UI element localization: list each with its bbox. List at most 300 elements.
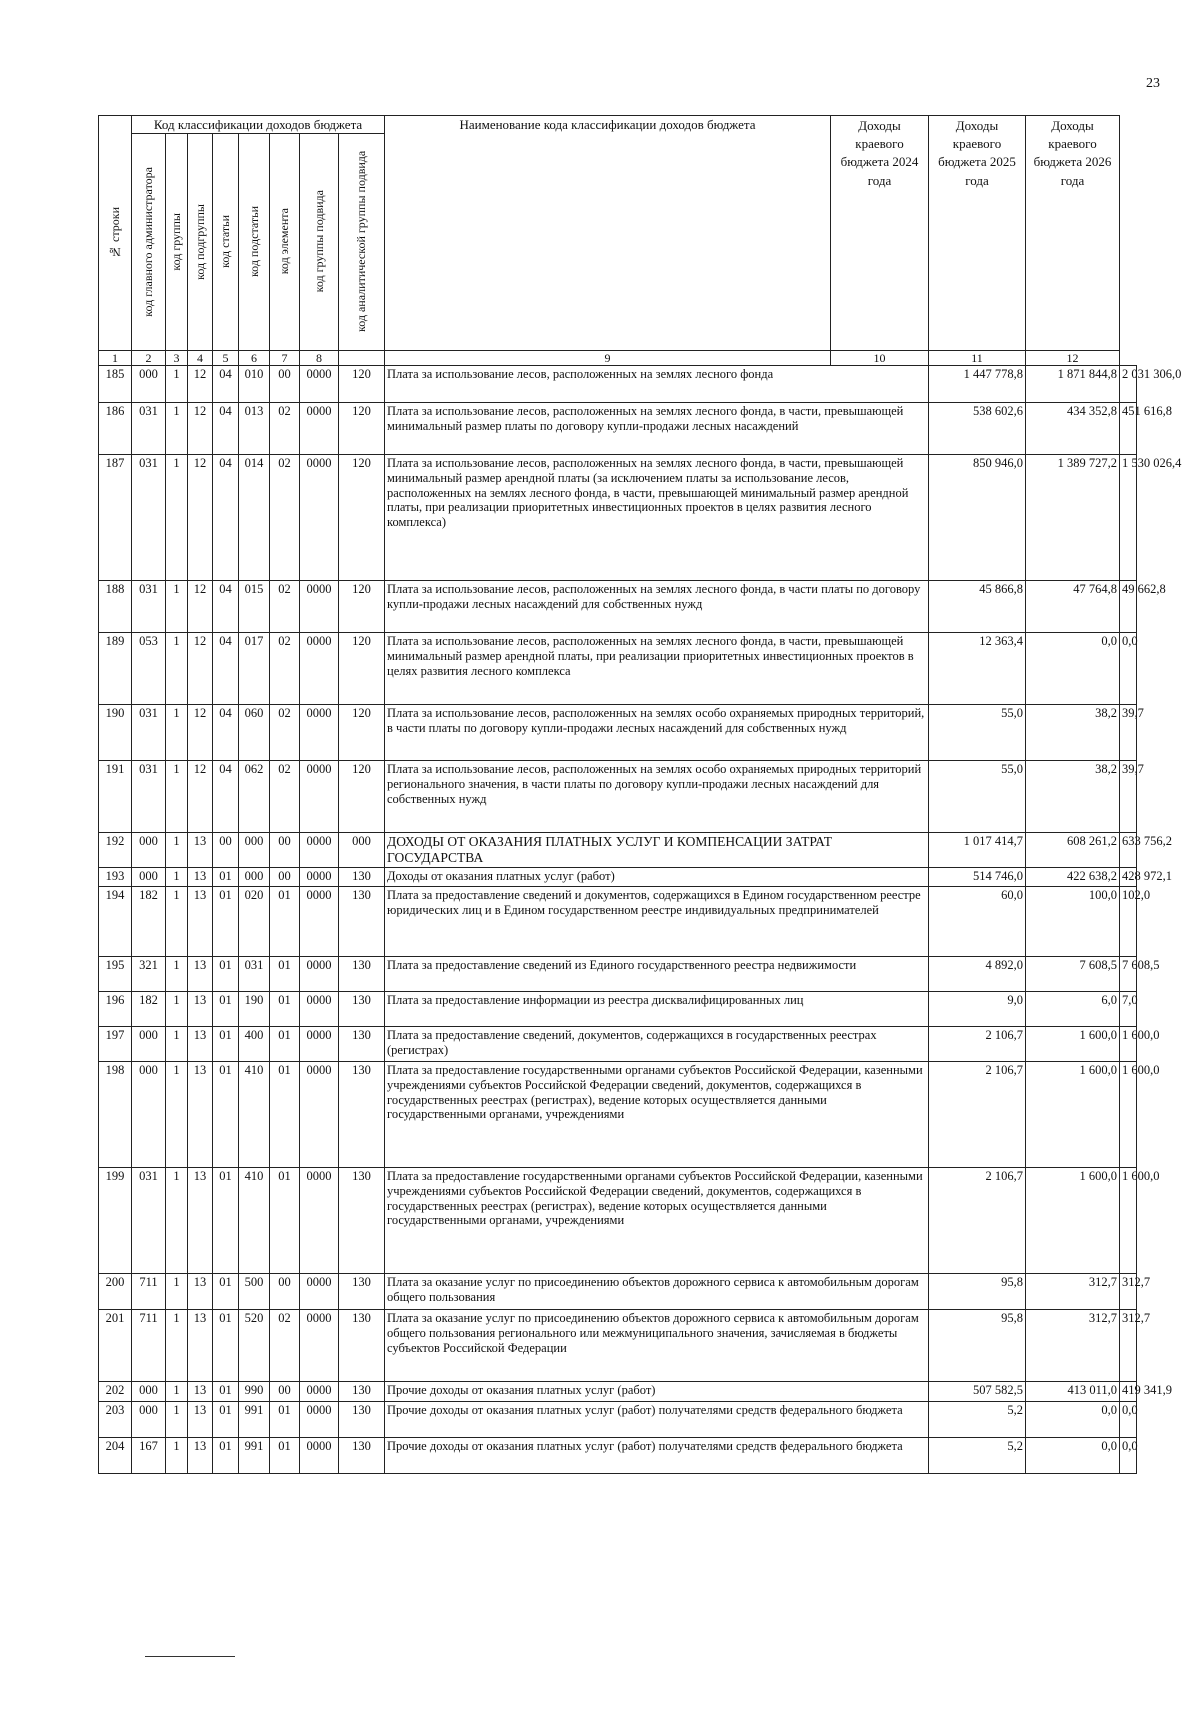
column-number: 2 — [132, 351, 166, 366]
row-number: 196 — [99, 992, 132, 1027]
row-number: 199 — [99, 1168, 132, 1274]
code-subtype-group: 0000 — [300, 833, 339, 868]
code-admin: 000 — [132, 868, 166, 887]
column-number: 6 — [239, 351, 270, 366]
amount-2025: 38,2 — [1026, 705, 1120, 761]
code-element: 00 — [270, 1382, 300, 1402]
code-admin: 000 — [132, 1062, 166, 1168]
revenue-name: Плата за использование лесов, расположенных на землях лесного фонда, в части платы по договору купли-продажи лесных насаждений для собственных нужд — [385, 581, 929, 633]
table-row — [99, 1438, 1137, 1474]
table-row — [99, 1062, 1137, 1168]
code-subarticle: 500 — [239, 1274, 270, 1310]
code-subtype-group: 0000 — [300, 992, 339, 1027]
code-element: 01 — [270, 1062, 300, 1168]
code-subgroup: 12 — [188, 366, 213, 403]
revenue-name: Плата за оказание услуг по присоединению объектов дорожного сервиса к автомобильным дорогам общего пользования регионального или межмуниципального значения, зачисляемая в бюджеты субъектов Российской Федерации — [385, 1310, 929, 1382]
row-number: 195 — [99, 957, 132, 992]
header-code-subtype-group: код группы подвида — [300, 134, 339, 351]
code-element: 01 — [270, 1168, 300, 1274]
code-admin: 031 — [132, 761, 166, 833]
row-number: 193 — [99, 868, 132, 887]
revenue-name: Плата за предоставление государственными органами субъектов Российской Федерации, казенными учреждениями субъектов Российской Федерации сведений, документов, содержащихся в государственных реестрах (регистрах), ведение которых осуществляется данными государственными органами, учреждениями — [385, 1168, 929, 1274]
table-row — [99, 833, 1137, 868]
code-article: 04 — [213, 366, 239, 403]
amount-2026: 0,0 — [1120, 633, 1137, 705]
amount-2026: 1 600,0 — [1120, 1027, 1137, 1062]
header-code-article: код статьи — [213, 134, 239, 351]
code-group: 1 — [166, 1402, 188, 1438]
revenue-name: Плата за использование лесов, расположенных на землях особо охраняемых природных территорий, в части платы по договору купли-продажи лесных насаждений для собственных нужд — [385, 705, 929, 761]
revenue-name: Плата за использование лесов, расположенных на землях лесного фонда, в части, превышающей минимальный размер платы по договору купли-продажи лесных насаждений — [385, 403, 929, 455]
amount-2026: 7 608,5 — [1120, 957, 1137, 992]
code-admin: 031 — [132, 705, 166, 761]
row-number: 204 — [99, 1438, 132, 1474]
code-element: 01 — [270, 1402, 300, 1438]
code-subarticle: 400 — [239, 1027, 270, 1062]
amount-2024: 2 106,7 — [929, 1168, 1026, 1274]
code-subtype-group: 0000 — [300, 1438, 339, 1474]
code-subgroup: 12 — [188, 705, 213, 761]
table-row — [99, 455, 1137, 581]
revenue-name: Доходы от оказания платных услуг (работ) — [385, 868, 929, 887]
code-element: 00 — [270, 868, 300, 887]
code-analytic-group: 130 — [339, 992, 385, 1027]
code-subtype-group: 0000 — [300, 1168, 339, 1274]
code-subarticle: 000 — [239, 868, 270, 887]
amount-2025: 100,0 — [1026, 887, 1120, 957]
code-analytic-group: 130 — [339, 1274, 385, 1310]
code-subgroup: 13 — [188, 1438, 213, 1474]
row-number: 192 — [99, 833, 132, 868]
code-element: 02 — [270, 581, 300, 633]
amount-2026: 39,7 — [1120, 761, 1137, 833]
code-group: 1 — [166, 833, 188, 868]
code-subarticle: 013 — [239, 403, 270, 455]
code-group: 1 — [166, 868, 188, 887]
code-admin: 000 — [132, 366, 166, 403]
code-analytic-group: 120 — [339, 633, 385, 705]
amount-2026: 1 600,0 — [1120, 1062, 1137, 1168]
column-number: 10 — [831, 351, 929, 366]
code-analytic-group: 130 — [339, 887, 385, 957]
code-subarticle: 060 — [239, 705, 270, 761]
code-subgroup: 12 — [188, 581, 213, 633]
code-article: 01 — [213, 1062, 239, 1168]
header-row-top — [99, 116, 1137, 134]
header-code-subarticle: код подстатьи — [239, 134, 270, 351]
code-admin: 000 — [132, 833, 166, 868]
amount-2026: 451 616,8 — [1120, 403, 1137, 455]
code-article: 01 — [213, 1027, 239, 1062]
code-article: 01 — [213, 992, 239, 1027]
code-group: 1 — [166, 633, 188, 705]
code-element: 02 — [270, 633, 300, 705]
revenue-name: Плата за оказание услуг по присоединению объектов дорожного сервиса к автомобильным дорогам общего пользования — [385, 1274, 929, 1310]
code-group: 1 — [166, 581, 188, 633]
code-subgroup: 12 — [188, 455, 213, 581]
revenue-name: Прочие доходы от оказания платных услуг (работ) получателями средств федерального бюджета — [385, 1402, 929, 1438]
code-article: 01 — [213, 887, 239, 957]
amount-2026: 0,0 — [1120, 1438, 1137, 1474]
header-row-number: № строки — [99, 116, 132, 351]
code-analytic-group: 120 — [339, 761, 385, 833]
revenue-name: Плата за предоставление государственными органами субъектов Российской Федерации, казенными учреждениями субъектов Российской Федерации сведений, документов, содержащихся в государственных реестрах (регистрах), ведение которых осуществляется данными государственными органами, учреждениями — [385, 1062, 929, 1168]
amount-2025: 1 389 727,2 — [1026, 455, 1120, 581]
amount-2024: 850 946,0 — [929, 455, 1026, 581]
code-admin: 711 — [132, 1310, 166, 1382]
table-row — [99, 705, 1137, 761]
code-analytic-group: 130 — [339, 957, 385, 992]
table-row — [99, 761, 1137, 833]
amount-2025: 1 600,0 — [1026, 1062, 1120, 1168]
code-analytic-group: 130 — [339, 1382, 385, 1402]
code-article: 01 — [213, 1310, 239, 1382]
amount-2024: 55,0 — [929, 761, 1026, 833]
code-article: 01 — [213, 1168, 239, 1274]
code-subarticle: 017 — [239, 633, 270, 705]
amount-2024: 9,0 — [929, 992, 1026, 1027]
code-subgroup: 13 — [188, 1274, 213, 1310]
code-group: 1 — [166, 455, 188, 581]
amount-2024: 2 106,7 — [929, 1027, 1026, 1062]
code-subtype-group: 0000 — [300, 581, 339, 633]
code-subarticle: 020 — [239, 887, 270, 957]
table-row — [99, 1402, 1137, 1438]
code-subtype-group: 0000 — [300, 705, 339, 761]
header-2025: Доходы краевого бюджета 2025 года — [929, 116, 1026, 351]
code-subtype-group: 0000 — [300, 887, 339, 957]
amount-2024: 514 746,0 — [929, 868, 1026, 887]
revenue-name: Плата за использование лесов, расположенных на землях особо охраняемых природных территорий регионального значения, в части платы по договору купли-продажи лесных насаждений для собственных нужд — [385, 761, 929, 833]
amount-2024: 2 106,7 — [929, 1062, 1026, 1168]
code-subgroup: 13 — [188, 1310, 213, 1382]
amount-2025: 0,0 — [1026, 633, 1120, 705]
code-article: 04 — [213, 581, 239, 633]
amount-2025: 1 600,0 — [1026, 1168, 1120, 1274]
amount-2025: 38,2 — [1026, 761, 1120, 833]
code-subtype-group: 0000 — [300, 761, 339, 833]
row-number: 197 — [99, 1027, 132, 1062]
amount-2024: 60,0 — [929, 887, 1026, 957]
revenue-table — [98, 115, 1182, 1474]
code-subtype-group: 0000 — [300, 1310, 339, 1382]
table-row — [99, 1310, 1137, 1382]
code-subtype-group: 0000 — [300, 1382, 339, 1402]
amount-2025: 47 764,8 — [1026, 581, 1120, 633]
code-admin: 321 — [132, 957, 166, 992]
code-element: 02 — [270, 1310, 300, 1382]
revenue-name: Прочие доходы от оказания платных услуг (работ) получателями средств федерального бюджета — [385, 1438, 929, 1474]
code-group: 1 — [166, 1168, 188, 1274]
code-article: 01 — [213, 1274, 239, 1310]
header-2024: Доходы краевого бюджета 2024 года — [831, 116, 929, 351]
row-number: 201 — [99, 1310, 132, 1382]
row-number: 202 — [99, 1382, 132, 1402]
code-admin: 000 — [132, 1382, 166, 1402]
code-subgroup: 12 — [188, 403, 213, 455]
code-analytic-group: 120 — [339, 366, 385, 403]
amount-2025: 312,7 — [1026, 1310, 1120, 1382]
revenue-name: Прочие доходы от оказания платных услуг (работ) — [385, 1382, 929, 1402]
table-row — [99, 992, 1137, 1027]
header-code-group: Код классификации доходов бюджета — [132, 116, 385, 134]
code-analytic-group: 130 — [339, 1062, 385, 1168]
amount-2026: 312,7 — [1120, 1310, 1137, 1382]
code-subgroup: 13 — [188, 992, 213, 1027]
code-group: 1 — [166, 1438, 188, 1474]
column-number: 8 — [300, 351, 339, 366]
code-subarticle: 000 — [239, 833, 270, 868]
row-number: 187 — [99, 455, 132, 581]
code-admin: 000 — [132, 1402, 166, 1438]
code-subgroup: 13 — [188, 1168, 213, 1274]
code-subarticle: 410 — [239, 1062, 270, 1168]
amount-2025: 608 261,2 — [1026, 833, 1120, 868]
amount-2024: 1 447 778,8 — [929, 366, 1026, 403]
code-article: 04 — [213, 705, 239, 761]
code-group: 1 — [166, 1062, 188, 1168]
amount-2025: 413 011,0 — [1026, 1382, 1120, 1402]
row-number: 188 — [99, 581, 132, 633]
code-subarticle: 031 — [239, 957, 270, 992]
amount-2026: 1 530 026,4 — [1120, 455, 1137, 581]
amount-2024: 12 363,4 — [929, 633, 1026, 705]
header-code-element: код элемента — [270, 134, 300, 351]
code-article: 01 — [213, 1438, 239, 1474]
code-subtype-group: 0000 — [300, 1062, 339, 1168]
code-subarticle: 014 — [239, 455, 270, 581]
amount-2025: 0,0 — [1026, 1438, 1120, 1474]
table-row — [99, 1027, 1137, 1062]
code-article: 04 — [213, 761, 239, 833]
code-group: 1 — [166, 992, 188, 1027]
code-analytic-group: 120 — [339, 581, 385, 633]
amount-2026: 428 972,1 — [1120, 868, 1137, 887]
row-number: 203 — [99, 1402, 132, 1438]
amount-2024: 45 866,8 — [929, 581, 1026, 633]
table-row — [99, 1274, 1137, 1310]
code-subarticle: 991 — [239, 1438, 270, 1474]
code-subgroup: 12 — [188, 761, 213, 833]
code-admin: 711 — [132, 1274, 166, 1310]
code-subarticle: 190 — [239, 992, 270, 1027]
amount-2026: 633 756,2 — [1120, 833, 1137, 868]
code-subarticle: 010 — [239, 366, 270, 403]
amount-2024: 507 582,5 — [929, 1382, 1026, 1402]
code-article: 00 — [213, 833, 239, 868]
column-number: 7 — [270, 351, 300, 366]
amount-2024: 538 602,6 — [929, 403, 1026, 455]
header-code-subgroup: код подгруппы — [188, 134, 213, 351]
code-subgroup: 13 — [188, 1402, 213, 1438]
code-analytic-group: 130 — [339, 868, 385, 887]
code-analytic-group: 130 — [339, 1168, 385, 1274]
code-element: 00 — [270, 833, 300, 868]
amount-2026: 39,7 — [1120, 705, 1137, 761]
code-subtype-group: 0000 — [300, 1402, 339, 1438]
code-analytic-group: 130 — [339, 1310, 385, 1382]
code-admin: 182 — [132, 887, 166, 957]
code-subgroup: 13 — [188, 833, 213, 868]
code-element: 01 — [270, 957, 300, 992]
code-subgroup: 13 — [188, 1062, 213, 1168]
revenue-name: Плата за предоставление сведений, документов, содержащихся в государственных реестрах (регистрах) — [385, 1027, 929, 1062]
code-group: 1 — [166, 1274, 188, 1310]
code-subgroup: 13 — [188, 957, 213, 992]
amount-2024: 1 017 414,7 — [929, 833, 1026, 868]
row-number: 190 — [99, 705, 132, 761]
code-article: 01 — [213, 868, 239, 887]
code-subtype-group: 0000 — [300, 868, 339, 887]
amount-2025: 312,7 — [1026, 1274, 1120, 1310]
table-row — [99, 581, 1137, 633]
code-admin: 167 — [132, 1438, 166, 1474]
table-row — [99, 957, 1137, 992]
row-number: 191 — [99, 761, 132, 833]
header-2026: Доходы краевого бюджета 2026 года — [1026, 116, 1120, 351]
code-element: 02 — [270, 455, 300, 581]
row-number: 185 — [99, 366, 132, 403]
column-number: 12 — [1026, 351, 1120, 366]
amount-2026: 0,0 — [1120, 1402, 1137, 1438]
table-row — [99, 1168, 1137, 1274]
code-admin: 000 — [132, 1027, 166, 1062]
page-number: 23 — [1146, 76, 1160, 91]
code-subgroup: 13 — [188, 868, 213, 887]
code-subtype-group: 0000 — [300, 1274, 339, 1310]
row-number: 189 — [99, 633, 132, 705]
code-analytic-group: 120 — [339, 455, 385, 581]
column-number: 4 — [188, 351, 213, 366]
code-subgroup: 12 — [188, 633, 213, 705]
amount-2026: 312,7 — [1120, 1274, 1137, 1310]
row-number: 186 — [99, 403, 132, 455]
amount-2025: 6,0 — [1026, 992, 1120, 1027]
amount-2025: 1 600,0 — [1026, 1027, 1120, 1062]
code-admin: 182 — [132, 992, 166, 1027]
header-name: Наименование кода классификации доходов бюджета — [385, 116, 831, 351]
table-row — [99, 403, 1137, 455]
code-subarticle: 991 — [239, 1402, 270, 1438]
code-article: 01 — [213, 1382, 239, 1402]
code-element: 01 — [270, 887, 300, 957]
header-code-analytic-group: код аналитической группы подвида — [339, 134, 385, 351]
code-subarticle: 410 — [239, 1168, 270, 1274]
code-element: 01 — [270, 1438, 300, 1474]
code-group: 1 — [166, 1310, 188, 1382]
amount-2024: 95,8 — [929, 1310, 1026, 1382]
row-number: 194 — [99, 887, 132, 957]
table-row — [99, 887, 1137, 957]
amount-2025: 7 608,5 — [1026, 957, 1120, 992]
code-analytic-group: 120 — [339, 403, 385, 455]
code-subarticle: 990 — [239, 1382, 270, 1402]
code-analytic-group: 130 — [339, 1027, 385, 1062]
column-number: 3 — [166, 351, 188, 366]
code-analytic-group: 130 — [339, 1438, 385, 1474]
code-admin: 031 — [132, 581, 166, 633]
code-analytic-group: 120 — [339, 705, 385, 761]
column-number-row — [99, 351, 1137, 366]
code-subtype-group: 0000 — [300, 633, 339, 705]
revenue-name: Плата за использование лесов, расположенных на землях лесного фонда, в части, превышающей минимальный размер арендной платы, при реализации приоритетных инвестиционных проектов в целях развития лесного комплекса — [385, 633, 929, 705]
code-group: 1 — [166, 1027, 188, 1062]
table-row — [99, 868, 1137, 887]
amount-2025: 1 871 844,8 — [1026, 366, 1120, 403]
amount-2024: 5,2 — [929, 1438, 1026, 1474]
header-code-group-col: код группы — [166, 134, 188, 351]
code-element: 00 — [270, 366, 300, 403]
code-subarticle: 015 — [239, 581, 270, 633]
amount-2024: 95,8 — [929, 1274, 1026, 1310]
code-group: 1 — [166, 887, 188, 957]
code-admin: 031 — [132, 455, 166, 581]
amount-2026: 2 031 306,0 — [1120, 366, 1137, 403]
code-subtype-group: 0000 — [300, 455, 339, 581]
amount-2024: 55,0 — [929, 705, 1026, 761]
code-subgroup: 13 — [188, 1027, 213, 1062]
revenue-name: Плата за использование лесов, расположенных на землях лесного фонда, в части, превышающей минимальный размер арендной платы (за исключением платы за использование лесов, расположенных на землях лесного фонда, в части, превышающей минимальный размер арендной платы, при реализации приоритетных инвестиционных проектов в целях развития лесного комплекса) — [385, 455, 929, 581]
header-code-admin: код главного администратора — [132, 134, 166, 351]
revenue-name: Плата за использование лесов, расположенных на землях лесного фонда — [385, 366, 929, 403]
code-group: 1 — [166, 403, 188, 455]
revenue-name: Плата за предоставление сведений из Единого государственного реестра недвижимости — [385, 957, 929, 992]
code-subtype-group: 0000 — [300, 1027, 339, 1062]
revenue-name: Плата за предоставление сведений и документов, содержащихся в Едином государственном реестре юридических лиц и в Едином государственном реестре индивидуальных предпринимателей — [385, 887, 929, 957]
code-element: 02 — [270, 403, 300, 455]
code-subtype-group: 0000 — [300, 957, 339, 992]
code-admin: 031 — [132, 1168, 166, 1274]
amount-2026: 102,0 — [1120, 887, 1137, 957]
code-admin: 031 — [132, 403, 166, 455]
revenue-name: Плата за предоставление информации из реестра дисквалифицированных лиц — [385, 992, 929, 1027]
code-subgroup: 13 — [188, 1382, 213, 1402]
amount-2026: 7,0 — [1120, 992, 1137, 1027]
table-body — [99, 366, 1182, 1474]
code-subgroup: 13 — [188, 887, 213, 957]
code-group: 1 — [166, 761, 188, 833]
code-subtype-group: 0000 — [300, 366, 339, 403]
amount-2024: 5,2 — [929, 1402, 1026, 1438]
code-element: 00 — [270, 1274, 300, 1310]
amount-2026: 1 600,0 — [1120, 1168, 1137, 1274]
code-article: 01 — [213, 957, 239, 992]
code-article: 04 — [213, 455, 239, 581]
code-element: 02 — [270, 705, 300, 761]
code-article: 01 — [213, 1402, 239, 1438]
code-subarticle: 520 — [239, 1310, 270, 1382]
column-number: 11 — [929, 351, 1026, 366]
table-row — [99, 1382, 1137, 1402]
amount-2026: 419 341,9 — [1120, 1382, 1137, 1402]
column-number: 5 — [213, 351, 239, 366]
amount-2025: 434 352,8 — [1026, 403, 1120, 455]
amount-2025: 422 638,2 — [1026, 868, 1120, 887]
code-subtype-group: 0000 — [300, 403, 339, 455]
footnote-divider — [145, 1656, 235, 1657]
table-row — [99, 633, 1137, 705]
table-row — [99, 366, 1137, 403]
code-article: 04 — [213, 403, 239, 455]
revenue-name: ДОХОДЫ ОТ ОКАЗАНИЯ ПЛАТНЫХ УСЛУГ И КОМПЕНСАЦИИ ЗАТРАТ ГОСУДАРСТВА — [385, 833, 929, 868]
row-number: 200 — [99, 1274, 132, 1310]
column-number: 9 — [385, 351, 831, 366]
code-element: 02 — [270, 761, 300, 833]
code-article: 04 — [213, 633, 239, 705]
code-group: 1 — [166, 705, 188, 761]
column-number: 1 — [99, 351, 132, 366]
code-group: 1 — [166, 957, 188, 992]
